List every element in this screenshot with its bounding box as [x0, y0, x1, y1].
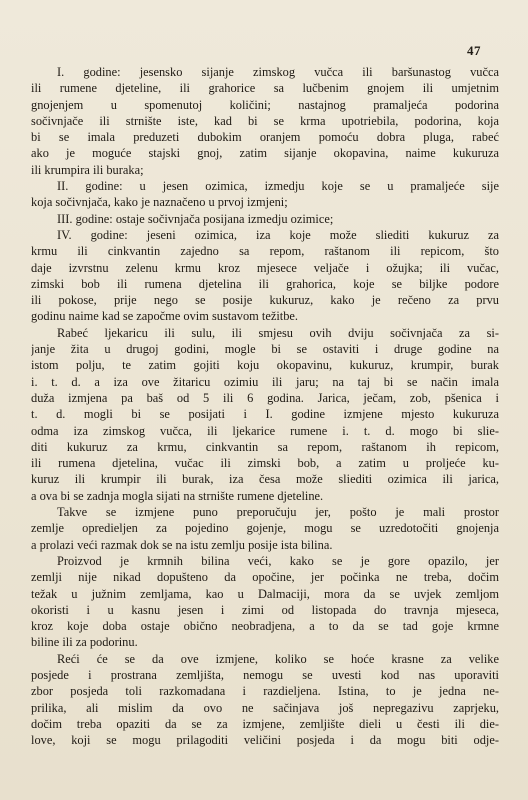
- text-line: duža izmjena pa baš od 5 ili 6 godina. Jarica, ječam, zob, pšenica i: [31, 390, 499, 405]
- text-line: daje izvrstnu zelenu krmu kroz mjesece veljače i ožujka; ili vučac,: [31, 260, 499, 275]
- text-line: sočivnjače ili strnište iste, kad bi se krma upotriebila, podorina, koja: [31, 113, 499, 128]
- text-line: zemlji nije nikad dopušteno da opočine, jer počinka ne treba, dočim: [31, 570, 499, 585]
- text-line: Reći će se da ove izmjene, koliko se hoće krasne za velike: [57, 651, 499, 666]
- text-line: ili krumpira ili buraka;: [31, 162, 144, 177]
- text-line: a ova bi se zadnja mogla sijati na strnište rumene djeteline.: [31, 488, 324, 503]
- text-line: odma iza zimskog vučca, ili ljekarice rumene i. t. d. mogo bi slie-: [31, 423, 499, 438]
- text-line: kroz koje doba ostaje obično neobradjena, a to da se tad goje krmne: [31, 619, 499, 634]
- text-line: ako je moguće stajski gnoj, zatim sijanje okopavina, naime kukuruza: [31, 146, 499, 161]
- text-line: bi se imala preduzeti dubokim oranjem pomoću dobra pluga, rabeć: [31, 130, 499, 145]
- text-line: gnojenjem u spomenutoj količini; nastajnog pramaljeća podorina: [31, 97, 499, 112]
- text-line: i. t. d. a iza ove žitaricu ozimiu ili jaru; na taj bi se način imala: [31, 374, 499, 389]
- text-line: istom polju, te zatim gojiti koju okopavinu, kukuruz, krumpir, burak: [31, 358, 499, 373]
- text-line: diti kukuruz za krmu, cinkvantin sa repom, raštanom ih repicom,: [31, 439, 499, 454]
- body-text: [31, 64, 499, 748]
- page-number: 47: [467, 43, 481, 58]
- text-line: t. d. mogli bi se posijati i I. godine izmjene mjesto kukuruza: [31, 407, 499, 422]
- text-line: III. godine: ostaje sočivnjača posijana izmedju ozimice;: [57, 211, 334, 226]
- text-line: zimski bob ili rumena djetelina ili grahorica, koje se biljke podore: [31, 276, 499, 291]
- text-line: zemlje opredieljen za pojedino gojenje, mogu se uzredotočiti gnojenja: [31, 521, 499, 536]
- text-line: ili rumena djetelina, vučac ili zimski bob, a zatim u proljeće ku-: [31, 456, 499, 471]
- text-line: godinu naime kad se započme ovim sustavom težitbe.: [31, 309, 299, 324]
- text-line: II. godine: u jesen ozimica, izmedju koje se u pramaljeće sije: [57, 179, 499, 194]
- text-line: IV. godine: jeseni ozimica, iza koje može sliediti kukuruz za: [57, 227, 499, 242]
- text-line: posjede i prostrana zemljišta, nemogu se uvesti kod nas uporaviti: [31, 667, 499, 682]
- text-line: Rabeć ljekaricu ili sulu, ili smjesu ovih dviju sočivnjača za si-: [57, 325, 499, 340]
- text-line: težak u južnim zemljama, kao u Dalmaciji, mora da se uvjek zemljom: [31, 586, 499, 601]
- text-line: koja sočivnjača, kako je naznačeno u prvoj izmjeni;: [31, 195, 288, 210]
- text-line: biline ili za podorinu.: [31, 635, 138, 650]
- text-line: Proizvod je krmnih bilina veći, kako se je gore opazilo, jer: [57, 553, 499, 568]
- text-line: a prolazi veći razmak dok se na istu zemlju posije ista bilina.: [31, 537, 333, 552]
- text-line: kuruz ili krumpir ili burak, iza česa može sliediti ozimica ili jarica,: [31, 472, 499, 487]
- text-line: janje žita u drugoj godini, mogle bi se ostaviti i druge godine na: [31, 342, 499, 357]
- text-line: love, koji se mogu prilagoditi veličini posjeda i da mogu biti odje-: [31, 733, 499, 748]
- text-line: ili pokose, prije nego se posije kukuruz, kako je rečeno za prvu: [31, 293, 499, 308]
- text-line: okoristi i u kasnu jesen i zimi od listopada do travnja mjeseca,: [31, 602, 499, 617]
- text-line: I. godine: jesensko sijanje zimskog vučca ili baršunastog vučca: [57, 65, 499, 79]
- text-line: zbor posjeda toli razkomadana i razdieljena. Istina, to je jedna ne-: [31, 684, 499, 699]
- text-line: dočim treba opaziti da se za izmjene, zemljište dieli u česti ili die-: [31, 716, 499, 731]
- text-line: krmu ili cinkvantin zajedno sa repom, raštanom ili repicom, što: [31, 244, 499, 259]
- text-line: Takve se izmjene puno preporučuju jer, pošto je mali prostor: [57, 505, 499, 520]
- text-line: ili rumene djeteline, ili grahorice sa lučbenim gnojem ili umjetnim: [31, 81, 499, 96]
- text-line: prilika, ali mislim da ovo ne sačinjava još nepregazivu zaprjeku,: [31, 700, 499, 715]
